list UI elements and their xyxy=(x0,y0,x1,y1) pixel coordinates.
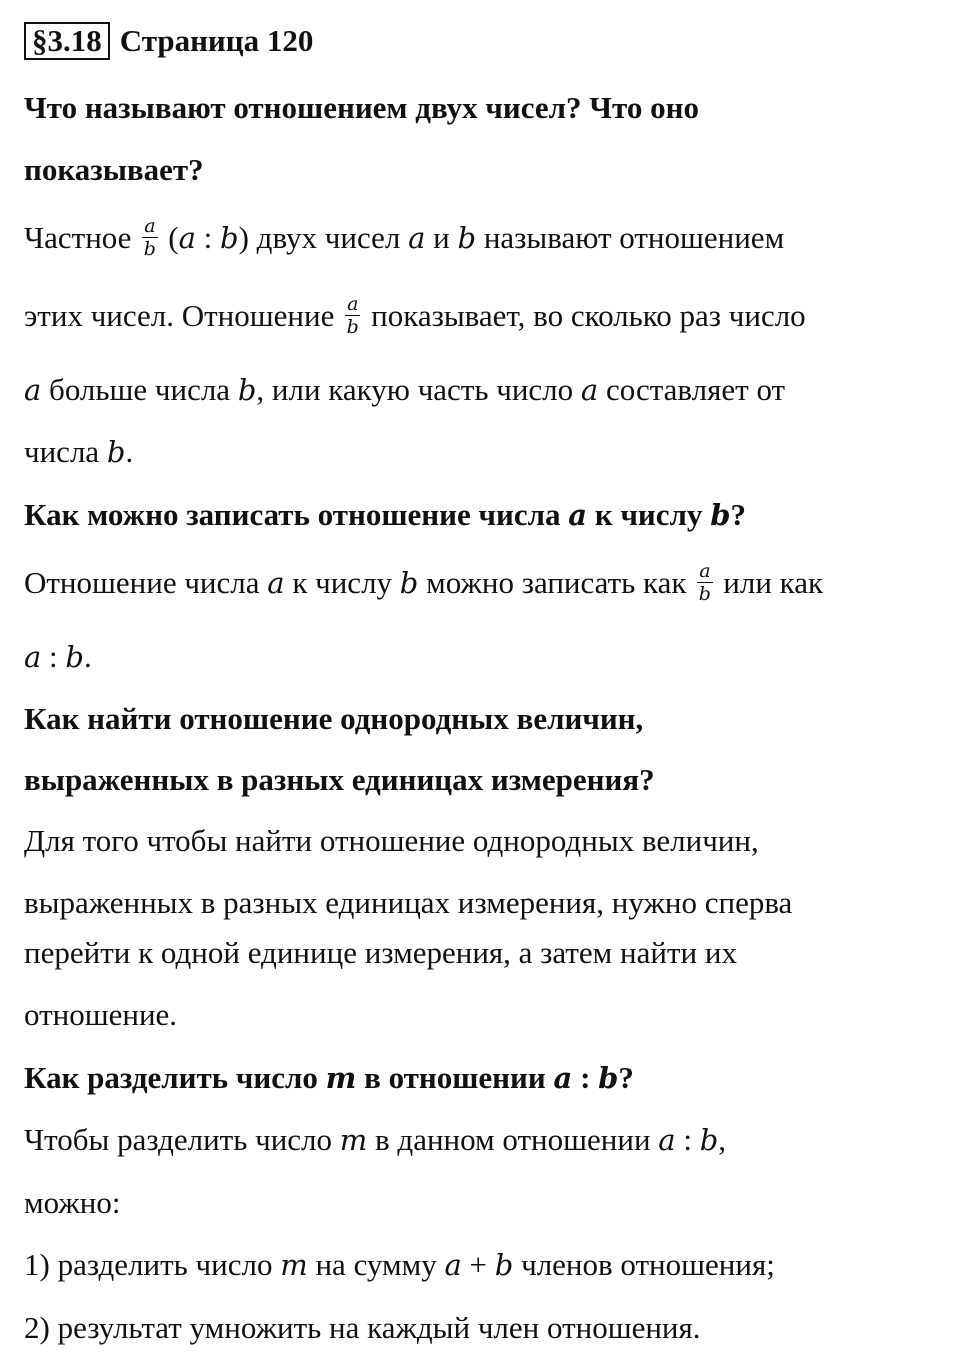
answer-4-step-2: 2) результат умножить на каждый член отношения. xyxy=(24,1310,701,1345)
question-4 xyxy=(24,1058,634,1098)
variable: a xyxy=(580,373,599,407)
fraction-numerator: a xyxy=(347,293,359,316)
text: или как xyxy=(723,565,824,600)
question-1-line-1: Что называют отношением двух чисел? Что оно xyxy=(24,90,699,125)
text: : xyxy=(41,639,66,674)
text: Как разделить число xyxy=(24,1060,326,1095)
variable: a xyxy=(444,1248,462,1282)
page-header xyxy=(24,22,313,60)
fraction xyxy=(142,216,157,259)
question-3-line-1: Как найти отношение однородных величин, xyxy=(24,701,644,736)
text: 1) разделить число xyxy=(24,1247,281,1282)
text: этих чисел. Отношение xyxy=(24,298,335,333)
text: и xyxy=(425,220,458,255)
text: Чтобы разделить число xyxy=(24,1122,340,1157)
text: составляет от xyxy=(598,372,786,407)
text: ) двух чисел xyxy=(238,220,409,255)
fraction-numerator: a xyxy=(699,560,711,583)
answer-3-line-1: Для того чтобы найти отношение однородных величин, xyxy=(24,823,759,858)
variable: b xyxy=(699,1123,719,1157)
variable: a xyxy=(408,221,426,255)
variable: a xyxy=(267,566,285,600)
fraction-denominator: b xyxy=(346,316,359,339)
answer-2-line-1 xyxy=(24,560,824,607)
variable: b xyxy=(237,373,257,407)
variable: b xyxy=(598,1061,619,1095)
answer-1-line-3 xyxy=(24,370,785,410)
text: к числу xyxy=(284,565,400,600)
text: в отношении xyxy=(356,1060,554,1095)
text: в данном отношении xyxy=(367,1122,659,1157)
text: членов отношения; xyxy=(513,1247,775,1282)
text: называют отношением xyxy=(476,220,785,255)
text: . xyxy=(125,434,134,469)
text: на сумму xyxy=(307,1247,445,1282)
text: Частное xyxy=(24,220,132,255)
variable: b xyxy=(457,221,477,255)
variable: m xyxy=(280,1248,308,1282)
text: больше числа xyxy=(41,372,238,407)
text: ( xyxy=(168,220,179,255)
question-2 xyxy=(24,495,746,535)
variable: b xyxy=(65,640,84,674)
variable: m xyxy=(325,1061,357,1095)
fraction-numerator: a xyxy=(144,215,156,238)
variable: m xyxy=(339,1123,368,1157)
answer-1-line-4 xyxy=(24,432,133,472)
fraction xyxy=(345,294,360,337)
text: ? xyxy=(730,497,746,532)
page-number-label: Страница 120 xyxy=(119,23,314,58)
fraction-denominator: b xyxy=(143,238,156,261)
text: , xyxy=(718,1122,727,1157)
variable: a xyxy=(24,373,42,407)
answer-3-line-3: перейти к одной единице измерения, а затем найти их xyxy=(24,935,737,970)
text: : xyxy=(572,1060,599,1095)
variable: b xyxy=(106,435,126,469)
text: . xyxy=(84,639,92,674)
text: к числу xyxy=(587,497,711,532)
text: + xyxy=(461,1247,495,1282)
answer-1-line-2 xyxy=(24,293,806,340)
text: можно записать как xyxy=(418,565,687,600)
text: Как можно записать отношение числа xyxy=(24,497,569,532)
variable: a xyxy=(658,1123,676,1157)
question-3-line-2: выраженных в разных единицах измерения? xyxy=(24,762,655,797)
text: Отношение числа xyxy=(24,565,268,600)
variable: a xyxy=(553,1061,573,1095)
variable: b xyxy=(399,566,419,600)
answer-4-line-2: можно: xyxy=(24,1185,121,1220)
variable: a xyxy=(24,640,42,674)
text: : xyxy=(675,1122,700,1157)
variable: a xyxy=(178,221,196,255)
question-1-line-2: показывает? xyxy=(24,152,204,187)
text: показывает, во сколько раз число xyxy=(371,298,806,333)
variable: b xyxy=(494,1248,514,1282)
text: ? xyxy=(618,1060,634,1095)
answer-4-line-1 xyxy=(24,1120,726,1160)
fraction-denominator: b xyxy=(698,583,711,606)
answer-2-line-2 xyxy=(24,637,92,677)
fraction xyxy=(697,561,712,604)
variable: b xyxy=(710,498,731,532)
text: , или какую часть число xyxy=(256,372,581,407)
answer-1-line-1 xyxy=(24,215,785,262)
text: числа xyxy=(24,434,107,469)
section-badge: §3.18 xyxy=(24,22,110,60)
answer-4-step-1 xyxy=(24,1245,775,1285)
variable: a xyxy=(568,498,588,532)
text: : xyxy=(195,220,221,255)
variable: b xyxy=(220,221,239,255)
answer-3-line-2: выраженных в разных единицах измерения, нужно сперва xyxy=(24,885,793,920)
answer-3-line-4: отношение. xyxy=(24,997,178,1032)
